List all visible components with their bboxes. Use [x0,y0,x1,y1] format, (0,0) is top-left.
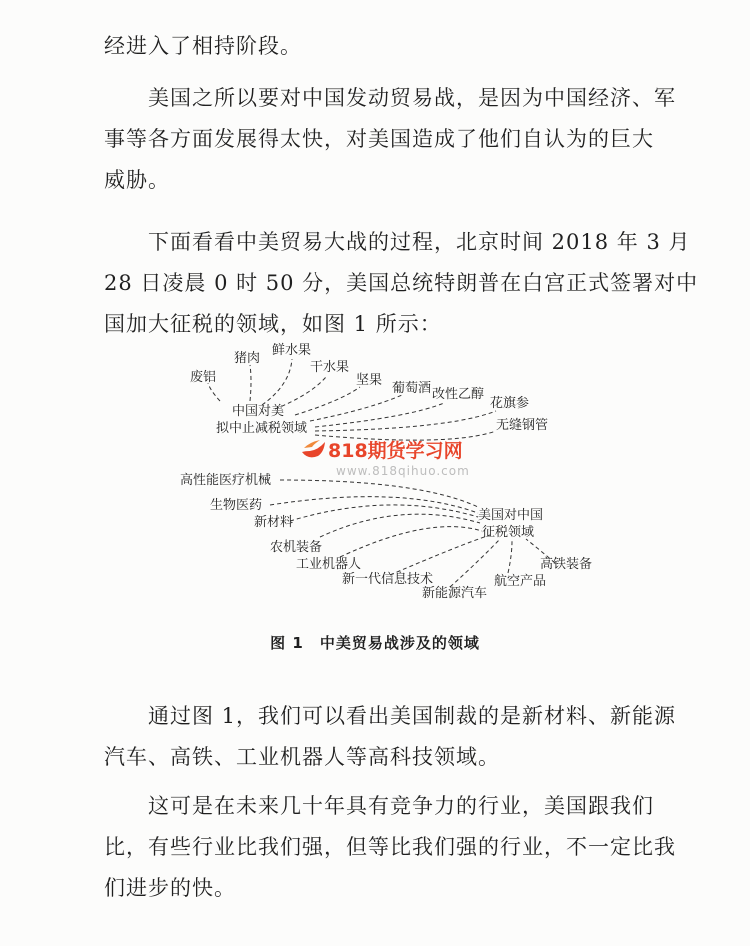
figure-caption: 图 1 中美贸易战涉及的领域 [270,634,480,652]
watermark [300,436,490,484]
text-line: 经进入了相持阶段。 [104,34,302,58]
text-line: 汽车、高铁、工业机器人等高科技领域。 [104,745,500,769]
connector-line [290,505,478,521]
watermark-title: 818期货学习网 [328,440,463,462]
paragraph-3 [104,222,699,345]
us-item-label: 航空产品 [494,574,547,589]
china-hub-label: 中国对美 [232,404,285,419]
china-item-label: 改性乙醇 [432,387,485,402]
us-item-label: 新一代信息技术 [342,572,434,587]
connector-line [295,387,360,415]
china-item-label: 猪肉 [234,351,261,366]
china-item-label: 废铝 [190,370,217,385]
watermark-url: www.818qihuo.com [336,464,470,478]
text-line: 下面看看中美贸易大战的过程，北京时间 2018 年 3 月 [148,230,691,254]
connector-line [320,514,480,537]
us-item-label: 生物医药 [210,498,263,513]
us-item-label: 高铁装备 [540,557,593,572]
us-item-label: 工业机器人 [296,557,362,572]
text-line: 国加大征税的领域，如图 1 所示： [104,312,442,336]
us-item-label: 农机装备 [270,540,323,555]
connector-line [208,383,220,401]
us-hub-label: 征税领域 [482,525,535,540]
connector-line [508,541,512,573]
us-hub-label: 美国对中国 [478,508,544,523]
china-item-label: 干水果 [310,360,350,375]
connector-line [280,480,478,507]
watermark-logo-icon [300,438,326,462]
text-line: 28 日凌晨 0 时 50 分，美国总统特朗普在白宫正式签署对中 [104,271,699,295]
connector-line [250,365,251,401]
china-item-label: 花旗参 [490,396,530,411]
china-item-label: 鲜水果 [272,343,312,358]
text-line: 事等各方面发展得太快，对美国造成了他们自认为的巨大 [104,127,654,151]
text-line: 美国之所以要对中国发动贸易战，是因为中国经济、军 [148,86,676,110]
us-item-label: 新材料 [254,515,294,530]
text-line: 威胁。 [104,168,170,192]
connector-line [262,359,292,405]
china-item-label: 坚果 [356,373,383,388]
us-item-label: 新能源汽车 [422,586,488,601]
connector-line [450,539,500,587]
connector-line [270,497,478,513]
text-line: 们进步的快。 [104,876,236,900]
paragraph-2 [104,78,676,201]
paragraph-4 [104,696,677,778]
us-item-label: 高性能医疗机械 [180,473,272,488]
text-line: 比，有些行业比我们强，但等比我们强的行业，不一定比我 [104,835,676,859]
connector-line [315,403,444,427]
text-line: 这可是在未来几十年具有竞争力的行业，美国跟我们 [148,794,654,818]
paragraph-1 [104,26,664,67]
connector-line [390,535,490,575]
china-item-label: 葡萄酒 [392,381,432,396]
china-item-label: 无缝钢管 [496,418,549,433]
paragraph-5 [104,786,676,909]
text-line: 通过图 1，我们可以看出美国制裁的是新材料、新能源 [148,704,677,728]
china-hub-label: 拟中止减税领域 [216,421,308,436]
connector-line [340,527,482,557]
